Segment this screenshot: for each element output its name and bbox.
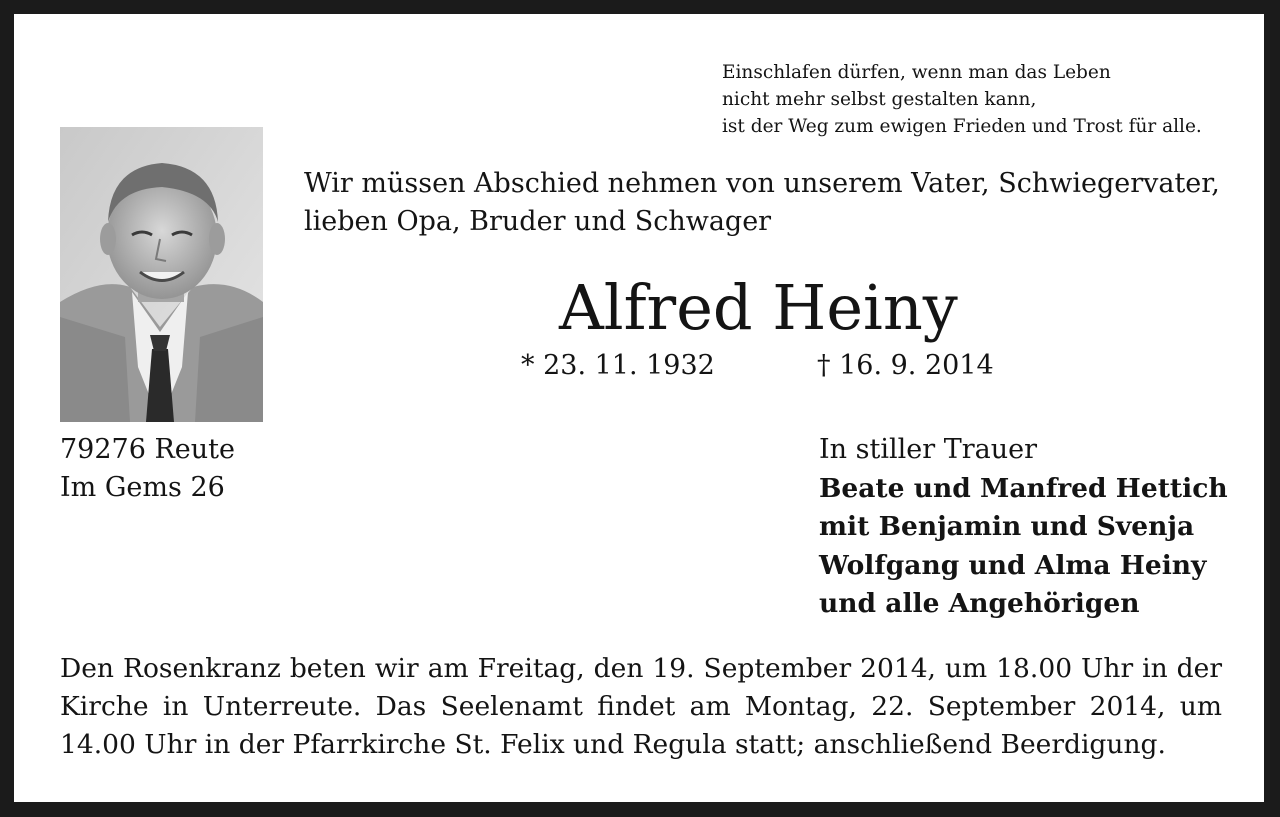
notice-line: Den Rosenkranz beten wir am Freitag, den 19. September 2014, um 18.00 Uhr in der: [60, 653, 1222, 684]
death-date: † 16. 9. 2014: [817, 350, 994, 381]
mourner-name: Beate und Manfred Hettich: [819, 472, 1228, 504]
address-line: 79276 Reute: [60, 434, 235, 465]
intro-line: Wir müssen Abschied nehmen von unserem Vater, Schwiegervater,: [304, 168, 1220, 199]
birth-date: * 23. 11. 1932: [521, 350, 715, 381]
funeral-notice: [60, 650, 1222, 764]
mourner-name: und alle Angehörigen: [819, 588, 1140, 619]
farewell-intro: [304, 165, 1220, 241]
deceased-name: Alfred Heiny: [559, 271, 958, 344]
obituary-page: [14, 14, 1264, 802]
notice-line: 14.00 Uhr in der Pfarrkirche St. Felix und Regula statt; anschließend Beerdigung.: [60, 729, 1166, 760]
address-line: Im Gems 26: [60, 472, 225, 503]
mourner-name: mit Benjamin und Svenja: [819, 511, 1195, 542]
quote-line: Einschlafen dürfen, wenn man das Leben: [722, 62, 1111, 83]
portrait-photo: [60, 127, 263, 422]
notice-line: Kirche in Unterreute. Das Seelenamt findet am Montag, 22. September 2014, um: [60, 691, 1222, 722]
mourners-block: [819, 431, 1228, 624]
mourning-lead: In stiller Trauer: [819, 434, 1038, 465]
quote-line: nicht mehr selbst gestalten kann,: [722, 89, 1037, 110]
quote-line: ist der Weg zum ewigen Frieden und Trost für alle.: [722, 116, 1202, 137]
intro-line: lieben Opa, Bruder und Schwager: [304, 206, 772, 237]
mourner-name: Wolfgang und Alma Heiny: [819, 549, 1207, 581]
address-block: [60, 431, 235, 507]
epigraph-quote: [722, 59, 1202, 140]
